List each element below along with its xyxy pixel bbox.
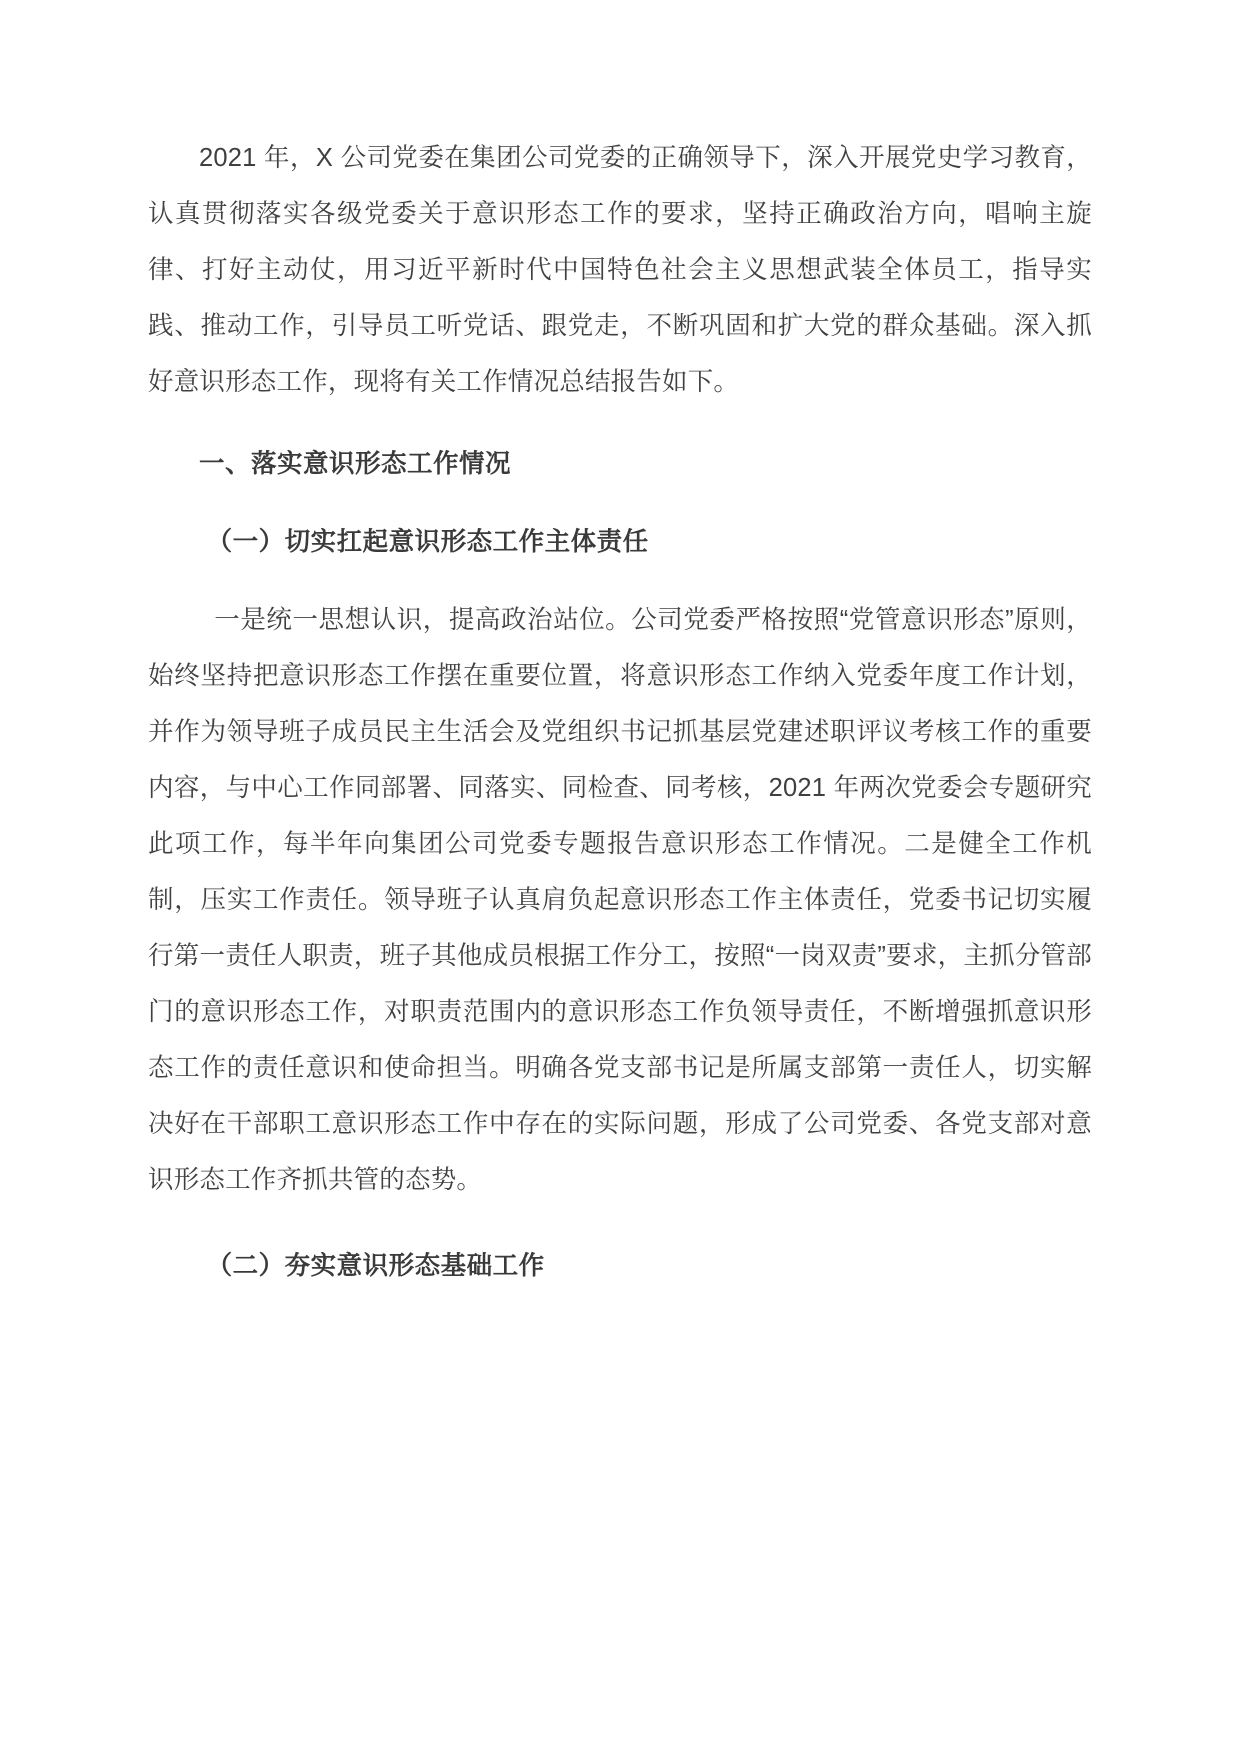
page-content <box>148 130 1092 1294</box>
spacer <box>148 1208 1092 1238</box>
subsection-1-paragraph: 一是统一思想认识，提高政治站位。公司党委严格按照“党管意识形态”原则，始终坚持把意识形态工作摆在重要位置，将意识形态工作纳入党委年度工作计划，并作为领导班子成员民主生活会及党组织书记抓基层党建述职评议考核工作的重要内容，与中心工作同部署、同落实、同检查、同考核，2021 年两次党委会专题研究此项工作，每半年向集团公司党委专题报告意识形态工作情况。二是健全工作机制，压实工作责任。领导班子认真肩负起意识形态工作主体责任，党委书记切实履行第一责任人职责，班子其他成员根据工作分工，按照“一岗双责”要求，主抓分管部门的意识形态工作，对职责范围内的意识形态工作负领导责任，不断增强抓意识形态工作的责任意识和使命担当。明确各党支部书记是所属支部第一责任人，切实解决好在干部职工意识形态工作中存在的实际问题，形成了公司党委、各党支部对意识形态工作齐抓共管的态势。 <box>148 606 1092 1194</box>
spacer <box>148 410 1092 436</box>
subsection-heading-2: （二）夯实意识形态基础工作 <box>206 1252 545 1280</box>
section-heading-level1: 一、落实意识形态工作情况 <box>199 450 512 478</box>
intro-paragraph: 2021 年，X 公司党委在集团公司党委的正确领导下，深入开展党史学习教育，认真贯彻落实各级党委关于意识形态工作的要求，坚持正确政治方向，唱响主旋律、打好主动仗，用习近平新时代中国特色社会主义思想武装全体员工，指导实践、推动工作，引导员工听党话、跟党走，不断巩固和扩大党的群众基础。深入抓好意识形态工作，现将有关工作情况总结报告如下。 <box>148 144 1092 396</box>
spacer <box>148 492 1092 514</box>
subsection-heading-1: （一）切实扛起意识形态工作主体责任 <box>206 528 649 556</box>
spacer <box>148 570 1092 592</box>
